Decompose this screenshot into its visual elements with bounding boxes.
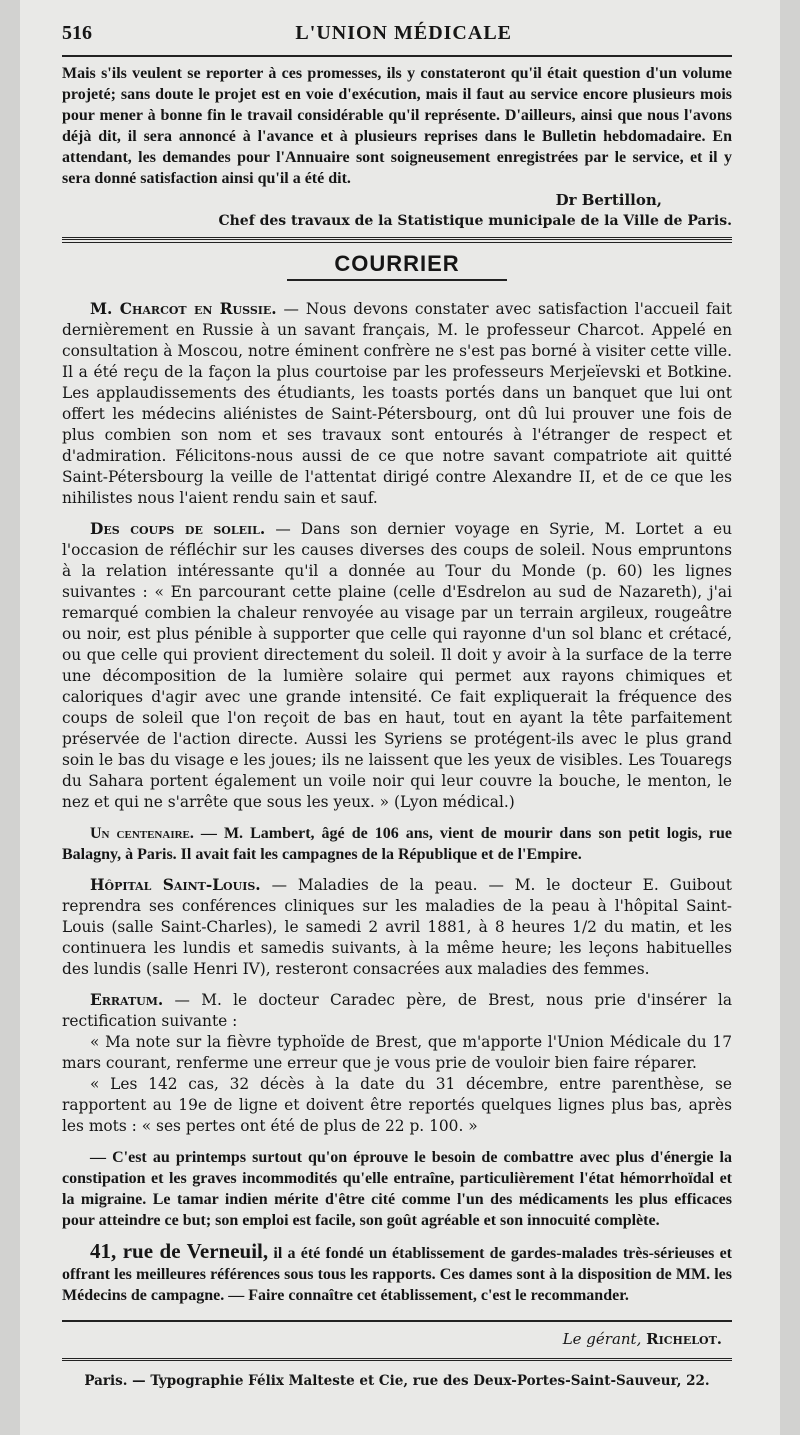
journal-title: L'UNION MÉDICALE bbox=[295, 22, 512, 44]
journal-page bbox=[20, 0, 780, 1435]
item-text: — Maladies de la peau. — M. le docteur E. Guibout reprendra ses conférences cliniques sur les maladies de la peau à l'hôpital Saint-Louis (salle Saint-Charles), le samedi 2 avril 1881, à 8 heures 1/2 du matin, et les continuera les lundis et samedis suivants, à la même heure; les leçons habituelles des lundis (salle Henri IV), resteront consacrées aux maladies des femmes. bbox=[62, 876, 732, 978]
item-lead: Un centenaire. bbox=[90, 825, 194, 842]
imprint: Paris. — Typographie Félix Malteste et Cie, rue des Deux-Portes-Saint-Sauveur, 22. bbox=[84, 1373, 710, 1389]
item-lead: Hôpital Saint-Louis. bbox=[90, 876, 261, 894]
intro-paragraph: Mais s'ils veulent se reporter à ces promesses, ils y constateront qu'il était question d'un volume projeté; sans doute le projet est en voie d'exécution, mais il faut au service encore plusieurs mois pour mener à bonne fin le travail considérable qu'il représente. D'ailleurs, ainsi que nous l'avons déjà dit, il sera annoncé à l'avance et à plusieurs reprises dans le Bulletin hebdomadaire. En attendant, les demandes pour l'Annuaire sont soigneusement enregistrées par le service, et il y sera donné satisfaction ainsi qu'il a été dit. bbox=[62, 65, 732, 187]
news-item bbox=[62, 823, 732, 865]
signature: Dr Bertillon, bbox=[555, 191, 662, 209]
footer-double-rule bbox=[62, 1358, 732, 1363]
gerant-name: Richelot. bbox=[646, 1330, 722, 1348]
footer-rule bbox=[62, 1320, 732, 1322]
news-item bbox=[62, 299, 732, 509]
item-text: — M. Lambert, âgé de 106 ans, vient de mourir dans son petit logis, rue Balagny, à Paris. Il avait fait les campagnes de la République et de l'Empire. bbox=[62, 825, 732, 863]
page-header bbox=[62, 22, 732, 45]
signature-title: Chef des travaux de la Statistique municipale de la Ville de Paris. bbox=[218, 213, 732, 229]
erratum-quote: « Les 142 cas, 32 décès à la date du 31 décembre, entre parenthèse, se rapportent au 19e de ligne et doivent être reportés quelques lignes plus bas, après les mots : « ses pertes ont été de plus de 22 p. 100. » bbox=[62, 1075, 732, 1135]
item-lead: Erratum. bbox=[90, 991, 164, 1009]
section-rule bbox=[62, 237, 732, 243]
header-rule bbox=[62, 55, 732, 57]
ad-notice bbox=[62, 1241, 732, 1306]
ad-lead: 41, rue de Verneuil, bbox=[90, 1239, 269, 1263]
ad-text: il a été fondé un établissement de gardes-malades très-sérieuses et offrant les meilleures références sous tous les rapports. Ces dames sont à la disposition de MM. les Médecins de campagne. — Faire connaître cet établissement, c'est le recommander. bbox=[62, 1245, 732, 1304]
item-lead: M. Charcot en Russie. bbox=[90, 300, 277, 318]
page-number: 516 bbox=[62, 22, 92, 44]
erratum-quote: « Ma note sur la fièvre typhoïde de Brest, que m'apporte l'Union Médicale du 17 mars courant, renferme une erreur que je vous prie de vouloir bien faire réparer. bbox=[62, 1033, 732, 1072]
news-item bbox=[62, 990, 732, 1032]
tamar-notice: — C'est au printemps surtout qu'on éprouve le besoin de combattre avec plus d'énergie la constipation et les graves incommodités qu'elle entraîne, particulièrement l'état hémorrhoïdal et la migraine. Le tamar indien mérite d'être cité comme l'un des médicaments les plus efficaces pour atteindre ce but; son emploi est facile, son goût agréable et son innocuité complète. bbox=[62, 1149, 732, 1229]
item-lead: Des coups de soleil. bbox=[90, 520, 266, 538]
heading-underline bbox=[287, 279, 507, 281]
news-item bbox=[62, 875, 732, 980]
item-text: — Dans son dernier voyage en Syrie, M. Lortet a eu l'occasion de réfléchir sur les causes diverses des coups de soleil. Nous empruntons à la relation intéressante qu'il a donnée au Tour du Monde (p. 60) les lignes suivantes : « En parcourant cette plaine (celle d'Esdrelon au sud de Nazareth), j'ai remarqué combien la chaleur renvoyée au visage par un terrain argileux, rougeâtre ou noir, est plus pénible à supporter que celle qui rayonne d'un sol blanc et crétacé, ou que celle qui provient directement du soleil. Il doit y avoir à la surface de la terre une décomposition de la lumière solaire qui permet aux rayons chimiques et caloriques d'agir avec une grande intensité. Ce fait expliquerait la fréquence des coups de soleil que l'on reçoit de bas en haut, tout en ayant la tête parfaitement préservée de l'action directe. Aussi les Syriens se protégent-ils avec le plus grand soin le bas du visage e les joues; ils ne laissent que les yeux de visibles. Les Touaregs du Sahara portent également un voile noir qui leur couvre la bouche, le menton, le nez et qui ne s'arrête que sous les yeux. » (Lyon médical.) bbox=[62, 520, 732, 811]
section-heading: COURRIER bbox=[334, 251, 460, 276]
gerant-line bbox=[62, 1330, 732, 1348]
gerant-label: Le gérant, bbox=[562, 1330, 642, 1348]
news-item bbox=[62, 519, 732, 813]
item-text: — Nous devons constater avec satisfaction l'accueil fait dernièrement en Russie à un savant français, M. le professeur Charcot. Appelé en consultation à Moscou, notre éminent confrère ne s'est pas borné à visiter cette ville. Il a été reçu de la façon la plus courtoise par les professeurs Merjeïevski et Botkine. Les applaudissements des étudiants, les toasts portés dans un banquet que lui ont offert les médecins aliénistes de Saint-Pétersbourg, ont dû lui prouver une fois de plus combien son nom et ses travaux sont entourés à l'étranger de respect et d'admiration. Félicitons-nous aussi de ce que notre savant compatriote ait quitté Saint-Pétersbourg la veille de l'attentat dirigé contre Alexandre II, et de ce que les nihilistes nous l'aient rendu sain et sauf. bbox=[62, 300, 732, 507]
item-text: — M. le docteur Caradec père, de Brest, nous prie d'insérer la rectification suivante : bbox=[62, 991, 732, 1030]
